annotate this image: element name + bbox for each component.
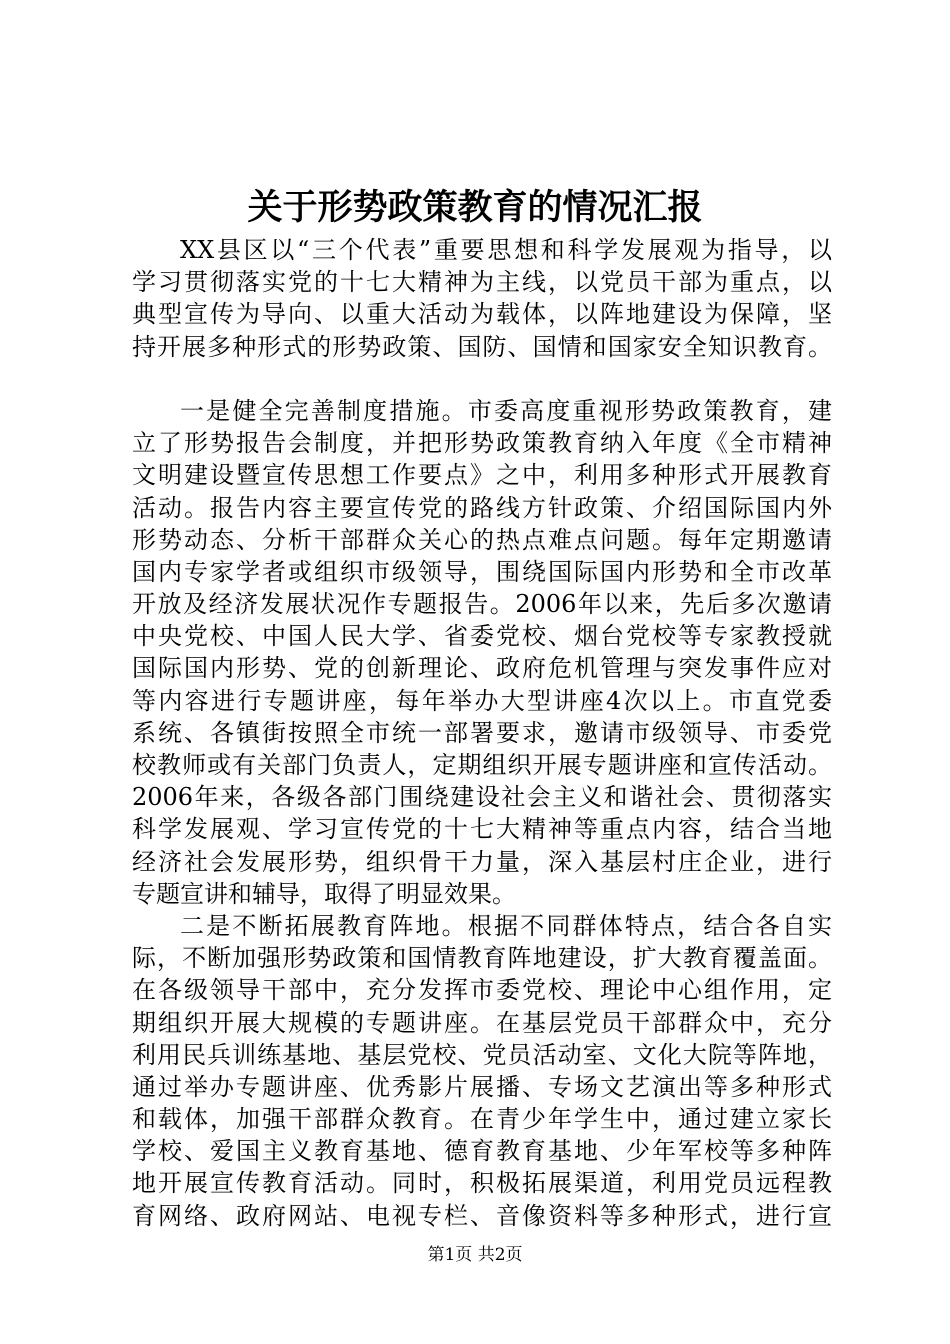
paragraph-line: 育网络、政府网站、电视专栏、音像资料等多种形式，进行宣 bbox=[132, 1201, 832, 1230]
paragraph-intro bbox=[132, 234, 832, 363]
paragraph-line: 通过举办专题讲座、优秀影片展播、专场文艺演出等多种形式 bbox=[132, 1072, 832, 1101]
paragraph-line: 文明建设暨宣传思想工作要点》之中，利用多种形式开展教育 bbox=[132, 461, 832, 490]
paragraph-line: 学校、爱国主义教育基地、德育教育基地、少年军校等多种阵 bbox=[132, 1137, 832, 1166]
paragraph-line: 国际国内形势、党的创新理论、政府危机管理与突发事件应对 bbox=[132, 654, 832, 683]
paragraph-line: 经济社会发展形势，组织骨干力量，深入基层村庄企业，进行 bbox=[132, 847, 832, 876]
paragraph-line: 和载体，加强干部群众教育。在青少年学生中，通过建立家长 bbox=[132, 1105, 832, 1134]
paragraph-line: 学习贯彻落实党的十七大精神为主线，以党员干部为重点，以 bbox=[132, 268, 832, 297]
document-body bbox=[132, 234, 832, 1232]
paragraph-line: 地开展宣传教育活动。同时，积极拓展渠道，利用党员远程教 bbox=[132, 1169, 832, 1198]
paragraph-line: 活动。报告内容主要宣传党的路线方针政策、介绍国际国内外 bbox=[132, 493, 832, 522]
document-title: 关于形势政策教育的情况汇报 bbox=[247, 187, 703, 228]
paragraph-line: 二是不断拓展教育阵地。根据不同群体特点，结合各自实 bbox=[180, 911, 832, 940]
paragraph-line: 国内专家学者或组织市级领导，围绕国际国内形势和全市改革 bbox=[132, 557, 832, 586]
paragraph-line: 形势动态、分析干部群众关心的热点难点问题。每年定期邀请 bbox=[132, 525, 832, 554]
paragraph-line: 中央党校、中国人民大学、省委党校、烟台党校等专家教授就 bbox=[132, 622, 832, 651]
paragraph-line: 校教师或有关部门负责人，定期组织开展专题讲座和宣传活动。 bbox=[132, 751, 832, 779]
paragraph-line: 期组织开展大规模的专题讲座。在基层党员干部群众中，充分 bbox=[132, 1008, 832, 1037]
paragraph-spacer bbox=[132, 363, 832, 395]
paragraph-system-measures bbox=[132, 395, 832, 910]
paragraph-line: 典型宣传为导向、以重大活动为载体，以阵地建设为保障，坚 bbox=[132, 300, 832, 329]
paragraph-education-base bbox=[132, 910, 832, 1232]
paragraph-line: 际，不断加强形势政策和国情教育阵地建设，扩大教育覆盖面。 bbox=[132, 944, 832, 973]
paragraph-line: 在各级领导干部中，充分发挥市委党校、理论中心组作用，定 bbox=[132, 976, 832, 1005]
paragraph-line: 系统、各镇街按照全市统一部署要求，邀请市级领导、市委党 bbox=[132, 718, 832, 747]
paragraph-line: 2006年来，各级各部门围绕建设社会主义和谐社会、贯彻落实 bbox=[132, 783, 832, 812]
paragraph-line: 等内容进行专题讲座，每年举办大型讲座4次以上。市直党委 bbox=[132, 686, 832, 715]
paragraph-line: XX县区以“三个代表”重要思想和科学发展观为指导，以 bbox=[180, 236, 832, 264]
page-number-footer: 第1页 共2页 bbox=[427, 1245, 523, 1265]
paragraph-line: 专题宣讲和辅导，取得了明显效果。 bbox=[132, 879, 516, 908]
paragraph-line: 利用民兵训练基地、基层党校、党员活动室、文化大院等阵地， bbox=[132, 1040, 832, 1069]
paragraph-line: 开放及经济发展状况作专题报告。2006年以来，先后多次邀请 bbox=[132, 590, 832, 619]
paragraph-line: 科学发展观、学习宣传党的十七大精神等重点内容，结合当地 bbox=[132, 815, 832, 844]
paragraph-line: 立了形势报告会制度，并把形势政策教育纳入年度《全市精神 bbox=[132, 429, 832, 458]
paragraph-line: 一是健全完善制度措施。市委高度重视形势政策教育，建 bbox=[180, 396, 832, 425]
paragraph-line: 持开展多种形式的形势政策、国防、国情和国家安全知识教育。 bbox=[132, 332, 832, 361]
